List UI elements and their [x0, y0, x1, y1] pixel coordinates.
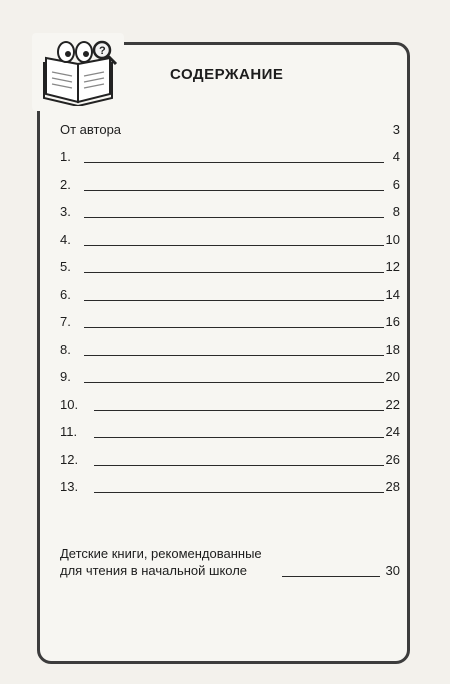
toc-row	[60, 232, 402, 250]
toc-blank-line	[94, 465, 384, 466]
toc-page: 20	[385, 369, 400, 384]
toc-label: От автора	[60, 122, 122, 137]
toc-row	[60, 149, 402, 167]
toc-row	[60, 342, 402, 360]
toc-blank-line	[282, 576, 380, 577]
toc-label: 2.	[60, 176, 71, 192]
toc-page: 18	[385, 341, 400, 357]
toc-label: 10.	[60, 396, 79, 412]
toc-row-author	[60, 122, 402, 140]
toc-blank-line	[94, 437, 384, 438]
toc-row	[60, 177, 402, 195]
toc-blank-line	[94, 410, 384, 411]
toc-label-line2: для чтения в начальной школе	[60, 563, 248, 578]
toc-blank-line	[84, 355, 384, 356]
toc-row	[60, 452, 402, 470]
toc-row	[60, 397, 402, 415]
toc-label: 8.	[60, 341, 71, 357]
toc-blank-line	[84, 272, 384, 273]
toc-row	[60, 314, 402, 332]
toc-label: 12.	[60, 451, 79, 467]
toc-page: 30	[385, 563, 400, 578]
toc-label: 6.	[60, 286, 71, 302]
toc-label: 5.	[60, 259, 71, 274]
toc-page: 24	[385, 424, 400, 439]
toc-blank-line	[84, 217, 384, 218]
toc-label-line1: Детские книги, рекомендованные	[60, 546, 262, 561]
toc-row	[60, 479, 402, 497]
toc-label: 4.	[60, 231, 71, 247]
toc-blank-line	[84, 162, 384, 163]
toc-page: 6	[392, 176, 400, 192]
toc-label: 9.	[60, 369, 71, 384]
page-title: СОДЕРЖАНИЕ	[170, 66, 284, 83]
toc-label: 1.	[60, 149, 71, 164]
toc-page: 10	[385, 231, 400, 247]
toc-page: 8	[392, 204, 400, 219]
toc-page: 16	[385, 314, 400, 329]
toc-page: 28	[385, 479, 400, 494]
svg-text:?: ?	[99, 45, 106, 57]
toc-label: 11.	[60, 424, 78, 439]
toc-blank-line	[84, 327, 384, 328]
toc-row	[60, 369, 402, 387]
toc-blank-line	[84, 245, 384, 246]
book-with-eyes-icon	[40, 36, 120, 106]
toc-row	[60, 287, 402, 305]
toc-page: 14	[385, 286, 400, 302]
toc-row	[60, 204, 402, 222]
toc-blank-line	[94, 492, 384, 493]
toc-label: 13.	[60, 479, 79, 494]
toc-page: 12	[385, 259, 400, 274]
toc-label: 3.	[60, 204, 71, 219]
toc-page: 3	[392, 122, 400, 137]
toc-blank-line	[84, 190, 384, 191]
toc-page: 26	[385, 451, 400, 467]
toc-row	[60, 259, 402, 277]
toc-page: 22	[385, 396, 400, 412]
toc-page: 4	[392, 149, 400, 164]
toc-blank-line	[84, 300, 384, 301]
toc-blank-line	[84, 382, 384, 383]
toc-row	[60, 424, 402, 442]
toc-label: 7.	[60, 314, 71, 329]
